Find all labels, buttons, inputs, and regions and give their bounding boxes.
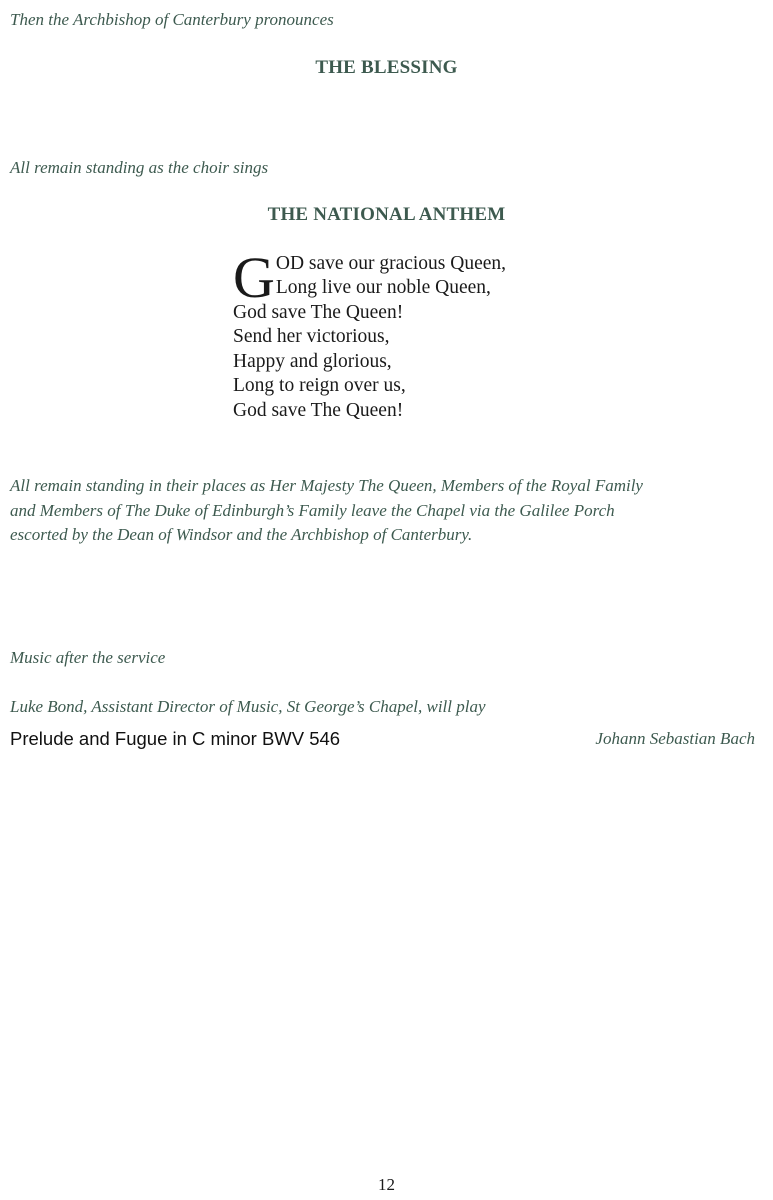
anthem-line-3: God save The Queen! (233, 302, 404, 323)
rubric-departure-line-2: and Members of The Duke of Edinburgh’s Family leave the Chapel via the Galilee Porch (10, 500, 615, 520)
anthem-line-2: Long live our noble Queen, (275, 277, 491, 299)
rubric-departure (10, 474, 750, 548)
anthem-line-1: OD save our gracious Queen, (275, 253, 507, 274)
rubric-anthem-intro: All remain standing as the choir sings (10, 158, 269, 177)
anthem-line-4: Send her victorious, (233, 326, 390, 348)
anthem-line-5: Happy and glorious, (233, 350, 392, 372)
anthem-drop-cap: G (233, 245, 275, 310)
rubric-departure-line-3: escorted by the Dean of Windsor and the Archbishop of Canterbury. (10, 525, 473, 544)
rubric-blessing-intro: Then the Archbishop of Canterbury pronounces (10, 10, 334, 29)
anthem-line-6: Long to reign over us, (233, 375, 406, 397)
heading-national-anthem: THE NATIONAL ANTHEM (267, 204, 506, 225)
anthem-line-7: God save The Queen! (233, 399, 404, 421)
piece-title: Prelude and Fugue in C minor BWV 546 (10, 728, 341, 749)
heading-the-blessing: THE BLESSING (315, 57, 458, 78)
page-number: 12 (378, 1175, 395, 1194)
rubric-music-after: Music after the service (10, 648, 166, 667)
anthem-verse (233, 245, 553, 423)
composer-name: Johann Sebastian Bach (595, 729, 755, 748)
music-piece-row (10, 726, 755, 752)
rubric-performer: Luke Bond, Assistant Director of Music, St George’s Chapel, will play (10, 697, 486, 716)
rubric-departure-line-1: All remain standing in their places as Her Majesty The Queen, Members of the Royal Family (10, 476, 643, 495)
